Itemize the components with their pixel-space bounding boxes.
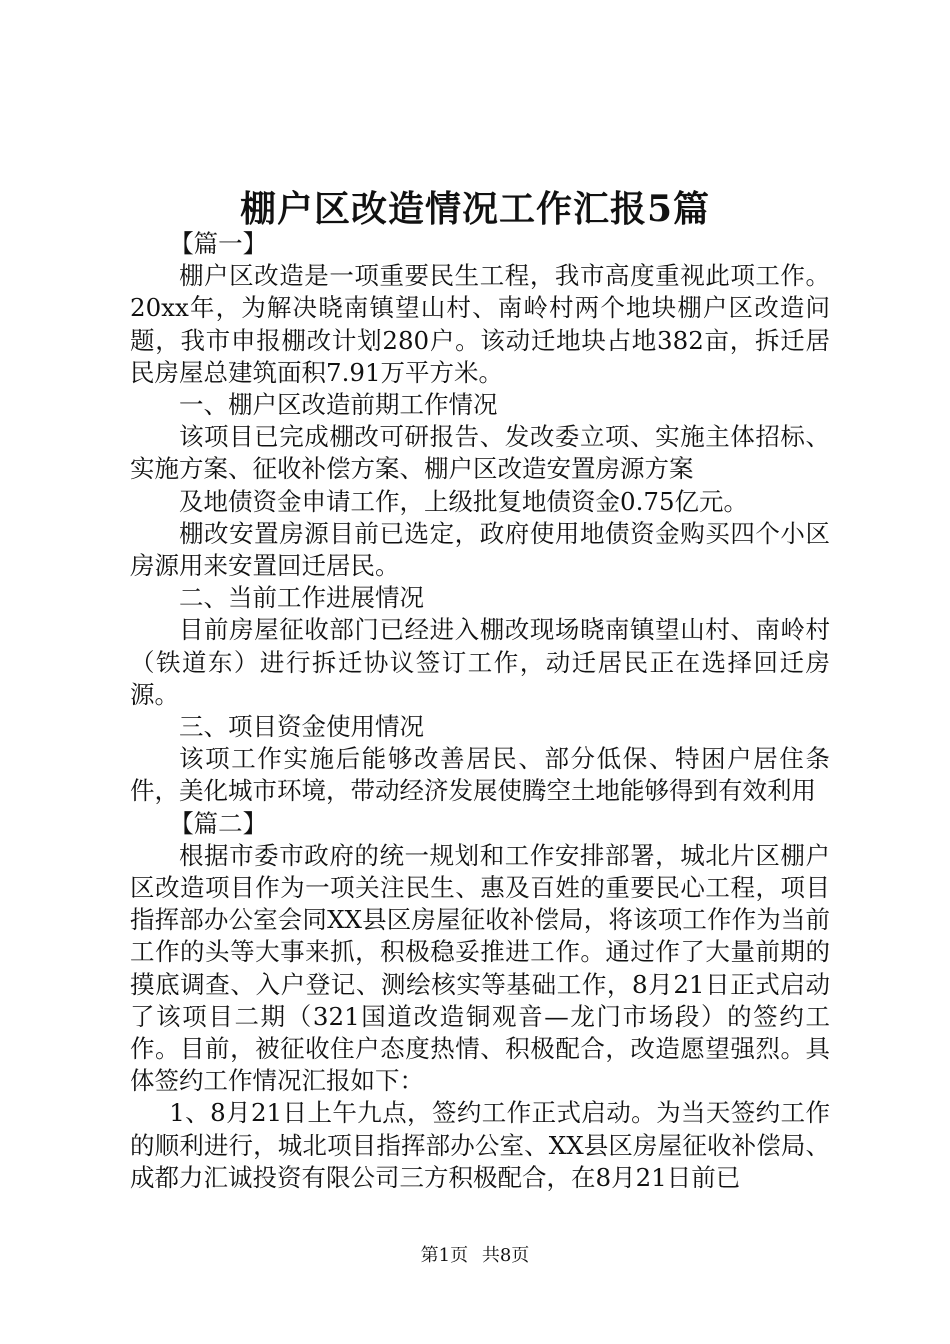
paragraph: 根据市委市政府的统一规划和工作安排部署，城北片区棚户区改造项目作为一项关注民生、惠及百姓的重要民心工程，项目指挥部办公室会同XX县区房屋征收补偿局，将该项工作作为当前工作的头等大事来抓，积极稳妥推进工作。通过作了大量前期的摸底调查、入户登记、测绘核实等基础工作，8月21日正式启动了该项目二期（321国道改造铜观音—龙门市场段）的签约工作。目前，被征收住户态度热情、积极配合，改造愿望强烈。具体签约工作情况汇报如下： <box>130 840 830 1096</box>
paragraph: 1、8月21日上午九点，签约工作正式启动。为当天签约工作的顺利进行，城北项目指挥部办公室、XX县区房屋征收补偿局、成都力汇诚投资有限公司三方积极配合，在8月21日前已 <box>130 1098 830 1192</box>
section-heading: 【篇二】 <box>169 808 268 838</box>
document-title: 棚户区改造情况工作汇报5篇 <box>239 188 711 230</box>
paragraph: 棚户区改造是一项重要民生工程，我市高度重视此项工作。20xx年，为解决晓南镇望山村、南岭村两个地块棚户区改造问题，我市申报棚改计划280户。该动迁地块占地382亩，拆迁居民房屋总建筑面积7.91万平方米。 <box>130 261 830 387</box>
paragraph: 目前房屋征收部门已经进入棚改现场晓南镇望山村、南岭村（铁道东）进行拆迁协议签订工作，动迁居民正在选择回迁房源。 <box>130 615 830 709</box>
page-number: 第1页 <box>420 1245 469 1266</box>
page-footer <box>0 1244 950 1268</box>
paragraph: 该项工作实施后能够改善居民、部分低保、特困户居住条件，美化城市环境，带动经济发展使腾空土地能够得到有效利用 <box>130 744 830 806</box>
paragraph: 该项目已完成棚改可研报告、发改委立项、实施主体招标、实施方案、征收补偿方案、棚户区改造安置房源方案 <box>130 422 830 484</box>
paragraph: 三、项目资金使用情况 <box>179 712 424 742</box>
paragraph: 一、棚户区改造前期工作情况 <box>179 390 498 420</box>
section-heading: 【篇一】 <box>169 229 268 258</box>
page-total: 共8页 <box>481 1245 530 1266</box>
paragraph: 及地债资金申请工作，上级批复地债资金0.75亿元。 <box>179 486 749 516</box>
paragraph: 二、当前工作进展情况 <box>179 583 424 613</box>
paragraph: 棚改安置房源目前已选定，政府使用地债资金购买四个小区房源用来安置回迁居民。 <box>130 518 830 581</box>
document-body <box>130 228 830 1194</box>
